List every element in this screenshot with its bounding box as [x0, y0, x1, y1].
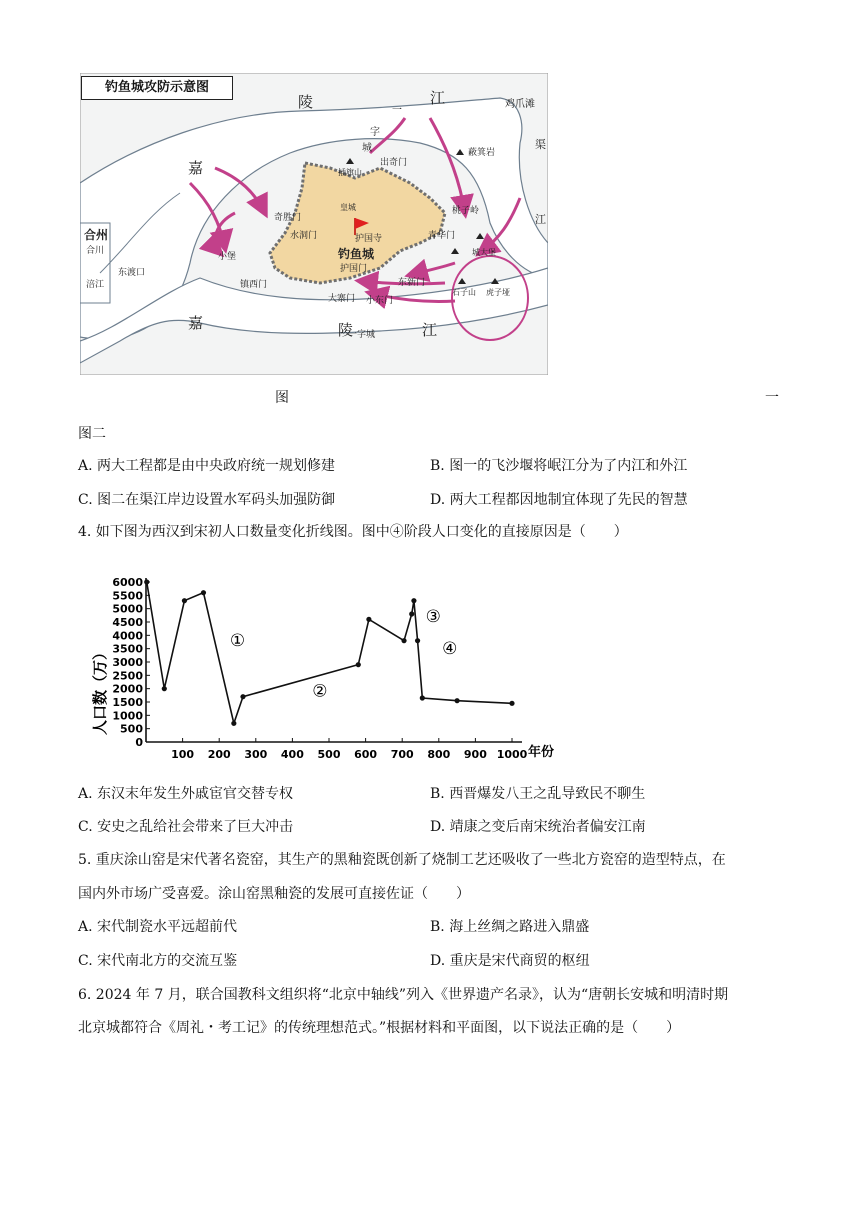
map-label-ling-bottom: 陵 [338, 321, 354, 339]
map-label-husuisi: 护国寺 [355, 234, 383, 244]
map-label-taoziling: 桃子岭 [452, 206, 480, 216]
map-label-jiang-top: 江 [430, 89, 446, 107]
q5-option-a: A. 宋代制瓷水平远超前代 [78, 919, 238, 935]
map-label-jia-left: 嘉 [188, 159, 204, 177]
data-point [415, 638, 420, 643]
figure-caption-fig: 图 [275, 390, 289, 406]
data-point [455, 698, 460, 703]
data-point [162, 686, 167, 691]
q3-option-b: B. 图一的飞沙堰将岷江分为了内江和外江 [430, 458, 688, 474]
q3-option-a: A. 两大工程都是由中央政府统一规划修建 [78, 458, 336, 474]
q4-option-c: C. 安史之乱给社会带来了巨大冲击 [78, 819, 294, 835]
q5-stem-line1: 5. 重庆涂山窑是宋代著名瓷窑，其生产的黑釉瓷既创新了烧制工艺还吸收了一些北方瓷窑的造型特点，在 [78, 852, 726, 868]
diaoyucheng-map [80, 73, 548, 375]
q4-stem: 4. 如下图为西汉到宋初人口数量变化折线图。图中④阶段人口变化的直接原因是（ ） [78, 524, 628, 540]
chart-series [144, 579, 514, 726]
x-tick-label: 600 [354, 748, 378, 761]
figure-caption-one: 一 [765, 390, 779, 406]
y-tick-label: 2500 [112, 669, 143, 683]
y-tick-label: 4500 [112, 616, 143, 629]
map-label-xiaobao: 小堡 [218, 252, 237, 262]
map-label-diaoyucheng: 钓鱼城 [338, 247, 375, 261]
q5-stem-line2: 国内外市场广受喜爱。涂山窑黑釉瓷的发展可直接佐证（ ） [78, 886, 470, 902]
x-tick-label: 200 [207, 748, 231, 761]
q5-option-c: C. 宋代南北方的交流互鉴 [78, 953, 238, 969]
data-point [356, 662, 361, 667]
y-tick-label: 3000 [112, 656, 143, 669]
map-label-dazhaimen: 大寨门 [328, 294, 356, 304]
chart-x-label: 年份 [528, 745, 555, 760]
map-title: 钓鱼城攻防示意图 [81, 76, 233, 100]
map-label-huaziya: 虎子垭 [486, 288, 510, 297]
map-label-qu: 渠 [535, 138, 546, 151]
map-label-kuisuiyan: 蔽箕岩 [468, 148, 496, 158]
figure-caption-fig2: 图二 [78, 426, 106, 442]
x-tick-label: 300 [244, 748, 268, 761]
q6-stem-line1: 6. 2024 年 7 月，联合国教科文组织将“北京中轴线”列入《世界遗产名录》，认为“唐朝长安城和明清时期 [78, 987, 729, 1003]
y-tick-label: 3500 [112, 642, 143, 656]
stage-marker: ③ [425, 607, 441, 627]
stage-marker: ① [229, 631, 246, 651]
y-tick-label: 5000 [112, 602, 143, 616]
map-label-shiguomen: 护国门 [340, 264, 368, 274]
map-label-qishengmen: 奇胜门 [274, 213, 302, 223]
map-label-jiang-bottom: 江 [422, 321, 438, 339]
map-label-chuqimen: 出奇门 [380, 158, 408, 168]
map-label-huangcheng: 皇城 [340, 203, 356, 212]
map-label-zhenxiqi: 镇西门 [240, 280, 268, 290]
data-point [411, 598, 416, 603]
data-point [144, 579, 149, 584]
chart-y-ticks [112, 576, 150, 749]
map-label-chengdabao: 城大堡 [472, 248, 496, 257]
x-tick-label: 500 [317, 748, 341, 761]
y-tick-label: 2000 [112, 682, 143, 696]
chart-stage-markers [230, 607, 458, 702]
map-label-chaqishan: 插旗山 [338, 168, 362, 177]
map-figure [80, 73, 548, 375]
x-tick-label: 100 [171, 748, 195, 761]
map-label-yizicheng-bottom: 一字城 [348, 330, 376, 340]
y-tick-label: 500 [120, 722, 143, 736]
data-point [366, 617, 371, 622]
x-tick-label: 400 [280, 748, 304, 761]
q3-option-c: C. 图二在渠江岸边设置水军码头加强防御 [78, 492, 336, 508]
data-point [182, 598, 187, 603]
q4-option-d: D. 靖康之变后南宋统治者偏安江南 [430, 819, 646, 835]
map-label-cheng: 城 [362, 143, 372, 154]
q6-stem-line2: 北京城都符合《周礼・考工记》的传统理想范式。”根据材料和平面图，以下说法正确的是（ ） [78, 1020, 681, 1036]
stage-marker: ② [312, 681, 328, 702]
map-label-shizishan: 石子山 [452, 288, 476, 297]
y-tick-label: 4000 [112, 629, 143, 643]
data-point [420, 695, 425, 700]
map-label-ling-top: 陵 [298, 93, 314, 111]
data-point [231, 721, 236, 726]
map-label-dongxinmen: 东新门 [398, 278, 426, 288]
map-label-shuidongmen: 水洞门 [290, 231, 318, 241]
map-label-xiaodongmen: 小东门 [366, 296, 394, 306]
map-label-hechuan: 合川 [86, 246, 105, 256]
map-label-dongdukou: 东渡口 [118, 268, 146, 278]
map-label-jia-bottom: 嘉 [188, 314, 204, 332]
data-point [201, 590, 206, 595]
x-tick-label: 1000 [496, 748, 528, 761]
y-tick-label: 1500 [112, 696, 143, 709]
chart-axes [146, 578, 522, 742]
map-label-jigongshan: 鸡爪滩 [505, 99, 535, 110]
data-point [401, 638, 406, 643]
q3-option-d: D. 两大工程都因地制宜体现了先民的智慧 [430, 492, 688, 508]
data-point [240, 694, 245, 699]
y-tick-label: 5500 [112, 589, 143, 603]
population-line-chart [80, 572, 570, 762]
map-label-fujiang: 涪江 [86, 280, 105, 290]
population-chart-svg [80, 572, 570, 762]
x-tick-label: 900 [463, 748, 487, 761]
x-tick-label: 800 [427, 748, 451, 761]
data-point [509, 701, 514, 706]
map-label-hezhou: 合州 [84, 228, 109, 242]
chart-y-label: 人口数（万） [91, 644, 109, 736]
map-label-jiang-right: 江 [535, 213, 546, 226]
y-tick-label: 6000 [112, 576, 143, 589]
q5-option-b: B. 海上丝绸之路进入鼎盛 [430, 919, 590, 935]
map-label-qinghuamen: 青华门 [428, 231, 456, 241]
q5-option-d: D. 重庆是宋代商贸的枢纽 [430, 953, 590, 969]
x-tick-label: 700 [390, 748, 414, 761]
y-tick-label: 1000 [112, 709, 143, 723]
map-label-zi: 字 [370, 127, 380, 138]
y-tick-label: 0 [135, 736, 143, 749]
q4-option-b: B. 西晋爆发八王之乱导致民不聊生 [430, 786, 646, 802]
q4-option-a: A. 东汉末年发生外戚宦官交替专权 [78, 786, 294, 802]
data-point [409, 611, 414, 616]
stage-marker: ④ [442, 639, 458, 659]
map-label-yi-top: 一 [392, 105, 402, 116]
